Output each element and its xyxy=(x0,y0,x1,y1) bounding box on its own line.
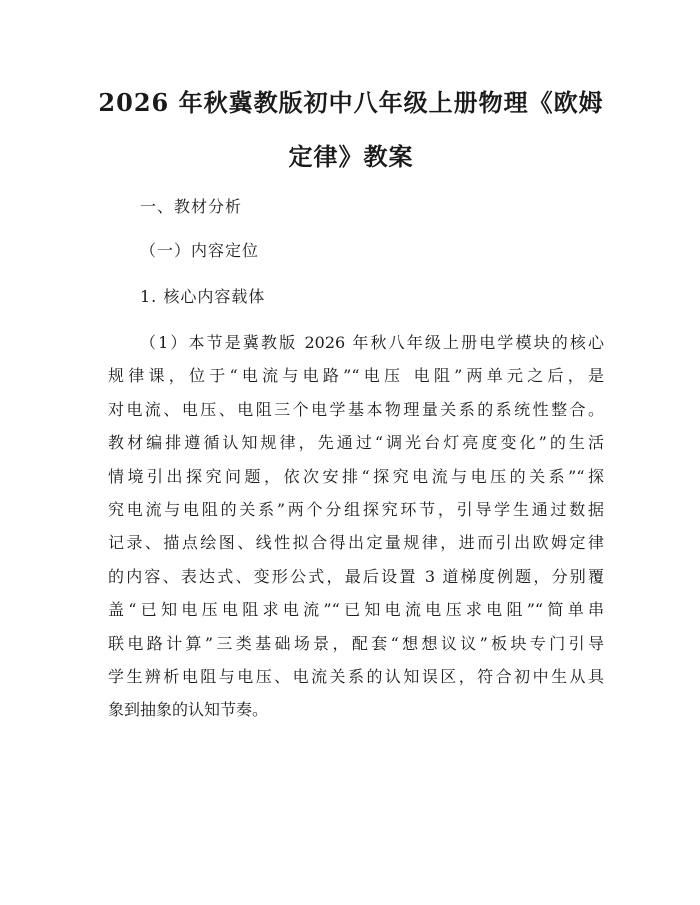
paragraph-line: 盖“已知电压电阻求电流”“已知电流电压求电阻”“简单串 xyxy=(108,600,604,620)
paragraph-line: 学生辨析电阻与电压、电流关系的认知误区，符合初中生从具 xyxy=(108,667,604,687)
body-paragraph xyxy=(108,326,604,727)
paragraph-line: 记录、描点绘图、线性拟合得出定量规律，进而引出欧姆定律 xyxy=(108,533,604,553)
paragraph-line: 究电流与电阻的关系”两个分组探究环节，引导学生通过数据 xyxy=(108,500,604,520)
paragraph-line: 规律课，位于“电流与电路”“电压 电阻”两单元之后，是 xyxy=(108,366,604,386)
paragraph-line: 情境引出探究问题，依次安排“探究电流与电压的关系”“探 xyxy=(108,466,604,486)
document-title-line-2: 定律》教案 xyxy=(288,142,414,171)
section-heading-1: 一、教材分析 xyxy=(140,197,243,216)
paragraph-line: 联电路计算”三类基础场景，配套“想想议议”板块专门引导 xyxy=(108,633,604,653)
paragraph-line: 的内容、表达式、变形公式，最后设置 3 道梯度例题，分别覆 xyxy=(108,566,604,586)
document-title-line-1: 2026 年秋冀教版初中八年级上册物理《欧姆 xyxy=(98,88,604,117)
paragraph-line: 象到抽象的认知节奏。 xyxy=(108,700,269,720)
paragraph-line: 对电流、电压、电阻三个电学基本物理量关系的系统性整合。 xyxy=(108,399,604,419)
section-heading-3: 1. 核心内容载体 xyxy=(140,287,266,306)
paragraph-line: （1）本节是冀教版 2026 年秋八年级上册电学模块的核心 xyxy=(140,333,604,352)
section-heading-2: （一）内容定位 xyxy=(140,241,260,260)
paragraph-line: 教材编排遵循认知规律，先通过“调光台灯亮度变化”的生活 xyxy=(108,433,604,453)
